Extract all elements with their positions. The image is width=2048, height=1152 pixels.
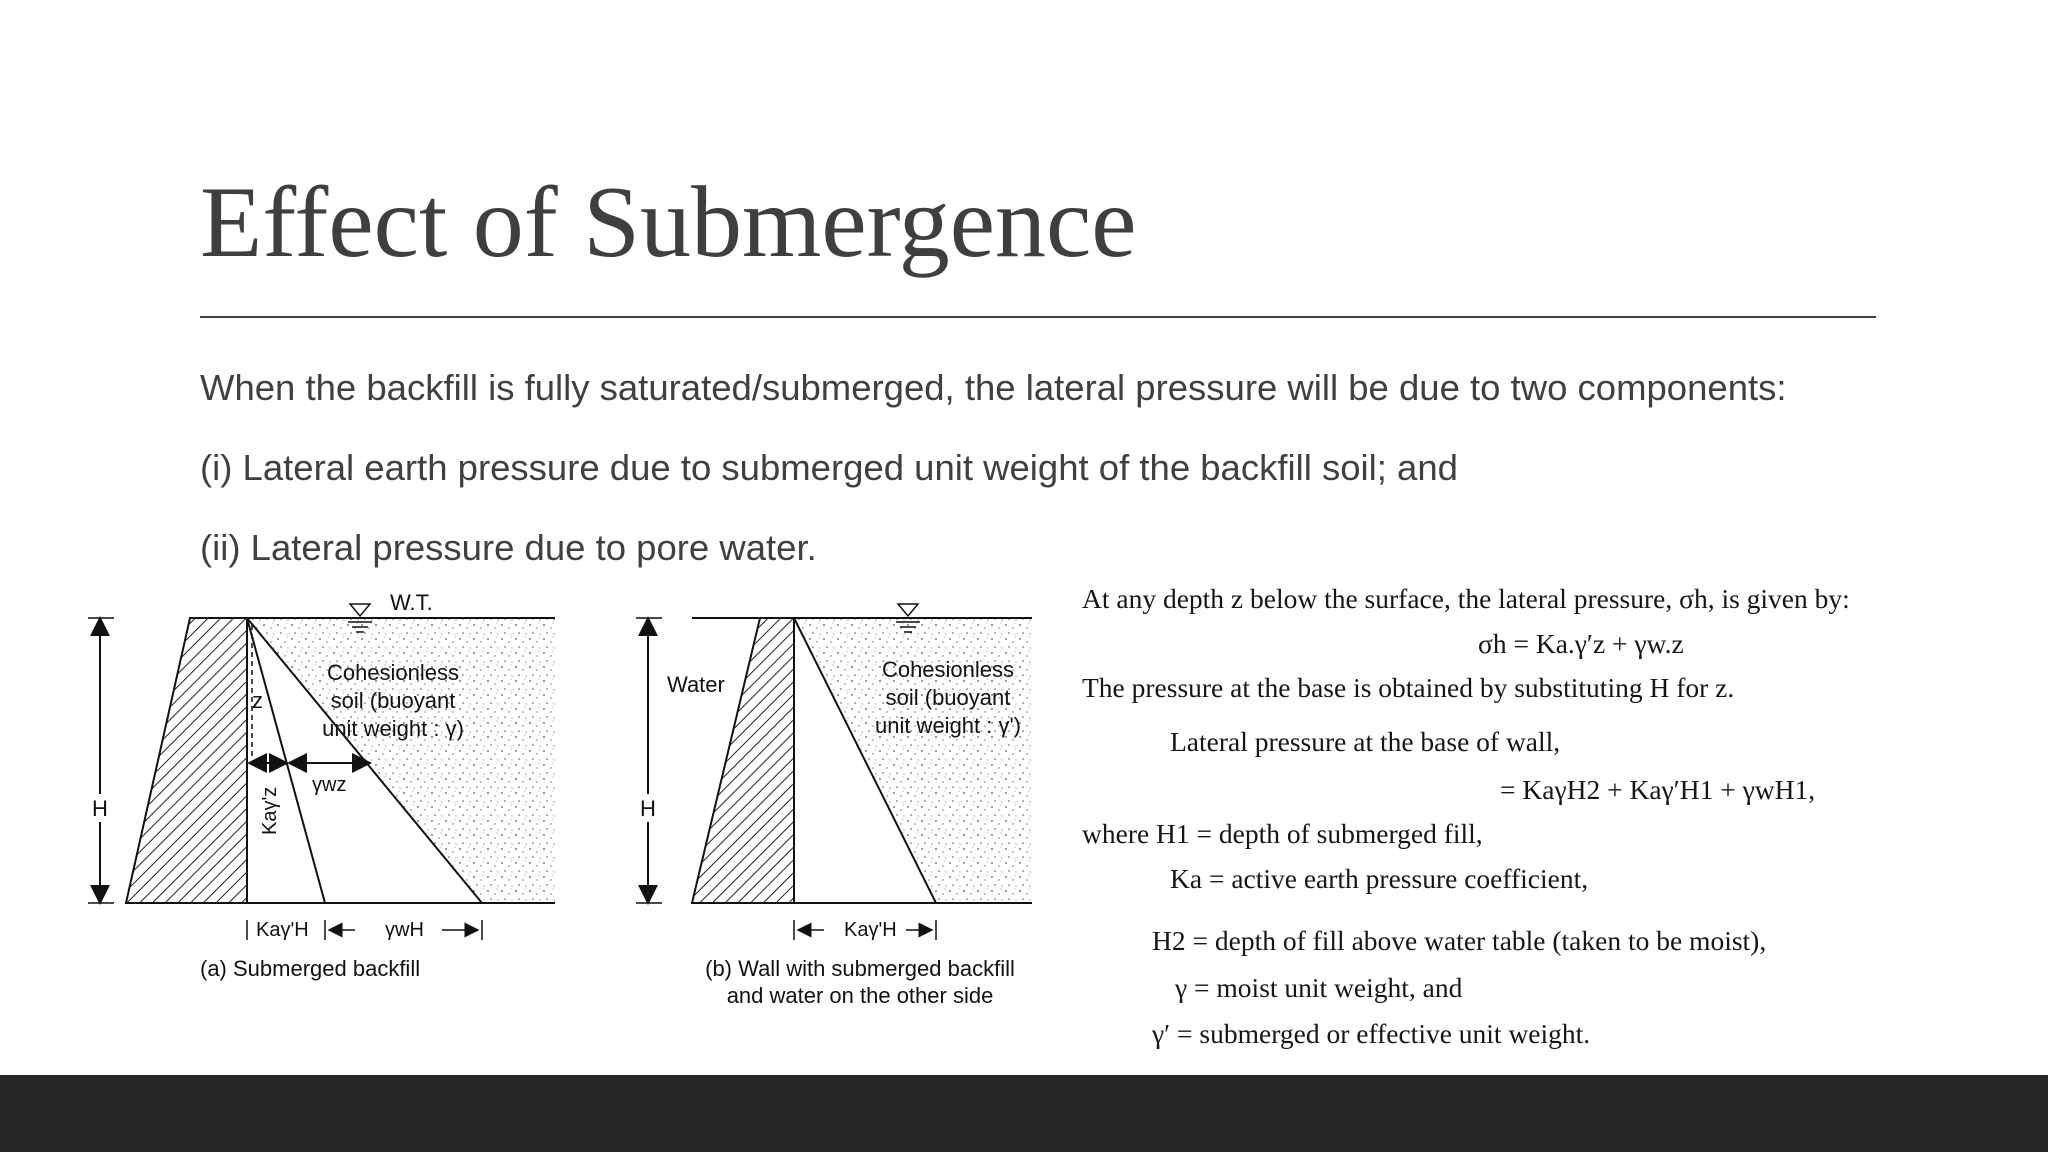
eq-base-pressure: = KaγH2 + KaγʹH1 + γwH1, (1500, 774, 1816, 805)
soil-label-a1: Cohesionless (326, 660, 460, 685)
base-ka-label-a: KaγʹH (256, 919, 309, 941)
soil-label-b1: Cohesionless (881, 657, 1015, 682)
gamma-w-z-label: γwz (312, 774, 347, 796)
soil-label-a2: soil (buoyant (330, 688, 456, 713)
base-gw-label: γwH (385, 919, 424, 941)
footer-bar (0, 1075, 2048, 1152)
caption-a: (a) Submerged backfill (200, 956, 421, 981)
base-ka-label-b: KaγʹH (844, 919, 897, 941)
eq-gamma-def: γ = moist unit weight, and (1175, 972, 1463, 1003)
intro-paragraph: When the backfill is fully saturated/submerged, the lateral pressure will be due to two components: (200, 367, 1787, 408)
eq-base-substitution: The pressure at the base is obtained by substituting H for z. (1082, 672, 1735, 703)
caption-b-1: (b) Wall with submerged backfill (705, 956, 1015, 981)
eq-ka-def: Ka = active earth pressure coefficient, (1170, 863, 1589, 894)
soil-label-b2: soil (buoyant (885, 685, 1011, 710)
eq-h2-def: H2 = depth of fill above water table (taken to be moist), (1152, 925, 1767, 956)
eq-sigma-h: σh = Ka.γʹz + γw.z (1478, 628, 1684, 659)
soil-label-b3: unit weight : γʹ) (874, 713, 1022, 738)
water-table-icon (350, 604, 370, 616)
eq-base-pressure-label: Lateral pressure at the base of wall, (1170, 726, 1561, 757)
slide-title: Effect of Submergence (200, 166, 1137, 279)
ka-gamma-z-label: Kaγ'z (259, 786, 281, 835)
caption-b-2: and water on the other side (726, 983, 994, 1008)
h-label-b: H (640, 796, 656, 821)
title-divider (200, 316, 1876, 318)
eq-gamma-prime-def: γʹ = submerged or effective unit weight. (1152, 1018, 1591, 1049)
eq-intro: At any depth z below the surface, the lateral pressure, σh, is given by: (1082, 583, 1850, 614)
z-label: z (252, 688, 263, 713)
eq-where-h1: where H1 = depth of submerged fill, (1082, 818, 1483, 849)
component-one: (i) Lateral earth pressure due to submerged unit weight of the backfill soil; and (200, 447, 1458, 488)
h-label-a: H (92, 796, 108, 821)
soil-label-a3: unit weight : γ) (322, 716, 464, 741)
water-label: Water (667, 672, 725, 697)
submergence-figures (80, 580, 1040, 1025)
figure-a-submerged-backfill (88, 590, 555, 981)
wt-label: W.T. (390, 590, 433, 615)
figure-b-wall-with-water (636, 604, 1032, 1008)
water-table-icon-b (898, 604, 918, 616)
component-two: (ii) Lateral pressure due to pore water. (200, 527, 817, 568)
